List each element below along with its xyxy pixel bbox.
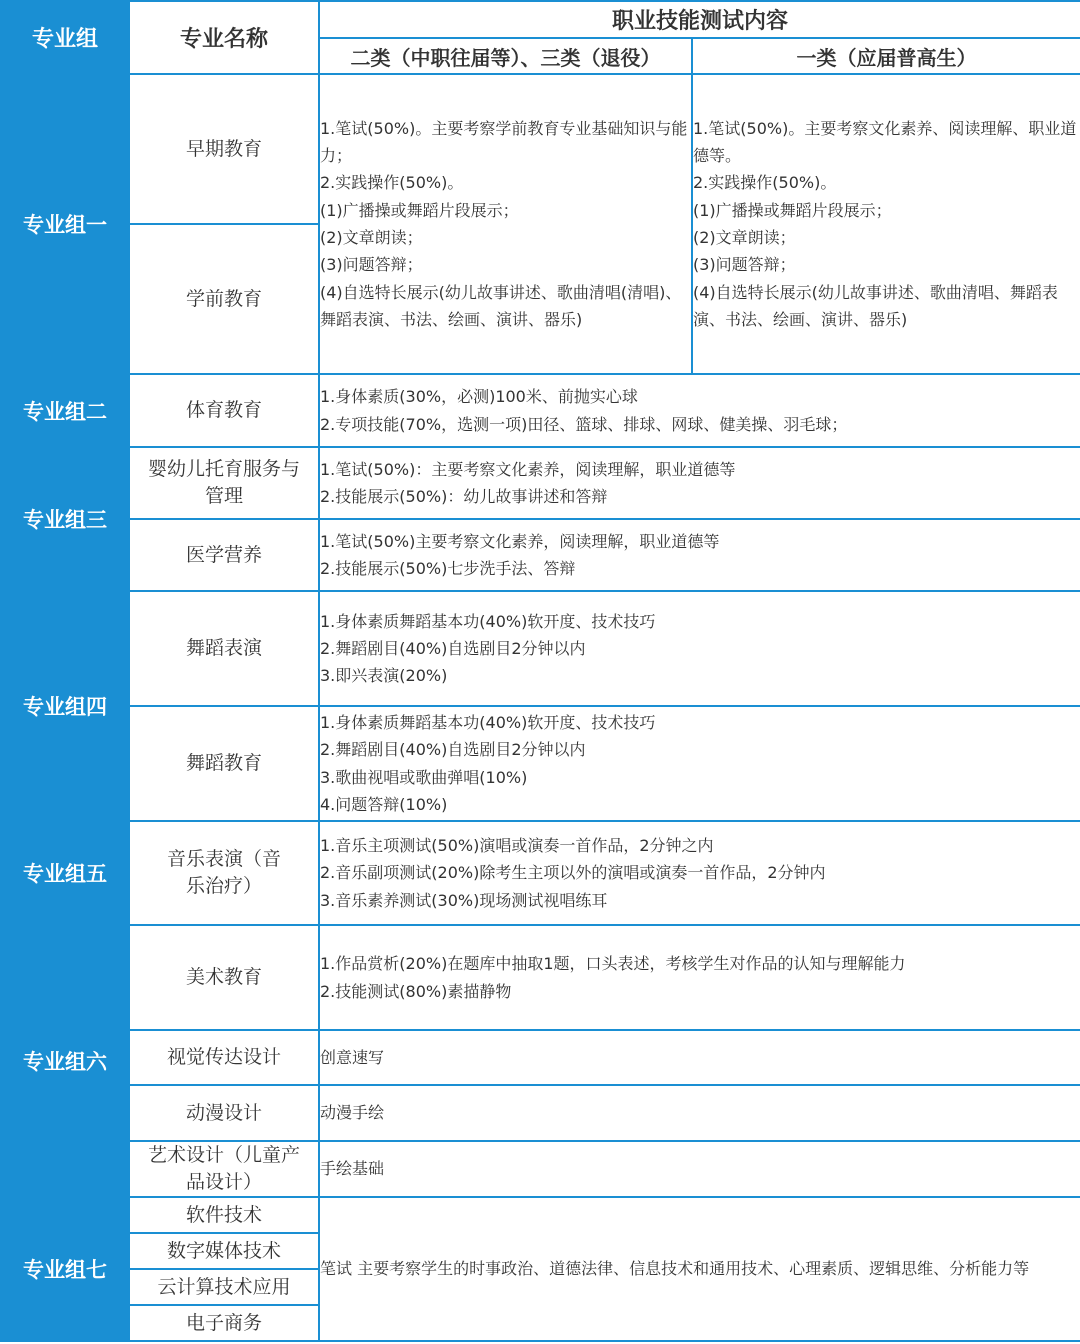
- major-name: 婴幼儿托育服务与管理: [129, 447, 319, 519]
- table-row: [1, 925, 1080, 1030]
- content-line: (4)自选特长展示(幼儿故事讲述、歌曲清唱(清唱)、舞蹈表演、书法、绘画、演讲、器乐): [320, 282, 682, 329]
- content-line: 1.笔试(50%)主要考察文化素养，阅读理解，职业道德等: [320, 531, 720, 551]
- group-label-4: 专业组四: [1, 591, 129, 821]
- content-cell: [319, 447, 1080, 519]
- content-line: 1.音乐主项测试(50%)演唱或演奏一首作品，2分钟之内: [320, 836, 714, 856]
- content-line: (3)问题答辩；: [693, 255, 796, 275]
- content-line: 1.身体素质舞蹈基本功(40%)软开度、技术技巧: [320, 611, 656, 631]
- table-row: [1, 706, 1080, 821]
- major-name: 舞蹈教育: [129, 706, 319, 821]
- table-row: [1, 1197, 1080, 1233]
- content-line: 2.实践操作(50%)。: [693, 173, 837, 193]
- content-line: 笔试 主要考察学生的时事政治、道德法律、信息技术和通用技术、心理素质、逻辑思维、分析能力等: [320, 1259, 1030, 1279]
- content-line: 创意速写: [320, 1047, 385, 1067]
- content-line: (4)自选特长展示(幼儿故事讲述、歌曲清唱、舞蹈表演、书法、绘画、演讲、器乐): [693, 282, 1058, 329]
- content-cell: [319, 1141, 1080, 1197]
- major-name: 云计算技术应用: [129, 1269, 319, 1305]
- major-name: 视觉传达设计: [129, 1030, 319, 1085]
- major-name: 软件技术: [129, 1197, 319, 1233]
- content-cell: [319, 1085, 1080, 1141]
- major-name: 数字媒体技术: [129, 1233, 319, 1269]
- group-label-2: 专业组二: [1, 374, 129, 447]
- content-line: 2.技能展示(50%)：幼儿故事讲述和答辩: [320, 487, 608, 506]
- content-cell: [319, 1030, 1080, 1085]
- content-line: 3.即兴表演(20%): [320, 666, 448, 686]
- content-line: 1.身体素质(30%，必测)100米、前抛实心球: [320, 387, 638, 407]
- content-cell-class1: [692, 74, 1080, 374]
- group-label-6: 专业组六: [1, 925, 129, 1197]
- content-line: 2.技能测试(80%)素描静物: [320, 981, 512, 1001]
- content-cell-class23: [319, 74, 692, 374]
- major-name: 动漫设计: [129, 1085, 319, 1141]
- content-line: (2)文章朗读；: [693, 228, 796, 247]
- group-label-3: 专业组三: [1, 447, 129, 591]
- table-row: [1, 1085, 1080, 1141]
- header-class1: 一类（应届普高生）: [692, 38, 1080, 74]
- content-line: 1.笔试(50%)：主要考察文化素养，阅读理解，职业道德等: [320, 459, 736, 479]
- table-row: [1, 821, 1080, 925]
- content-cell: [319, 925, 1080, 1030]
- content-line: 2.音乐副项测试(20%)除考生主项以外的演唱或演奏一首作品，2分钟内: [320, 863, 826, 883]
- header-major: 专业名称: [129, 1, 319, 74]
- content-cell: [319, 1197, 1080, 1341]
- table-row: [1, 1141, 1080, 1197]
- major-name: 美术教育: [129, 925, 319, 1030]
- content-cell: [319, 374, 1080, 447]
- content-line: 1.笔试(50%)。主要考察文化素养、阅读理解、职业道德等。: [693, 118, 1077, 166]
- header-group: 专业组: [1, 1, 129, 74]
- content-line: 动漫手绘: [320, 1103, 385, 1123]
- content-cell: [319, 706, 1080, 821]
- header-row: [1, 1, 1080, 38]
- major-name: 舞蹈表演: [129, 591, 319, 706]
- header-class23: 二类（中职往届等）、三类（退役）: [319, 38, 692, 74]
- content-line: 2.专项技能(70%，选测一项)田径、篮球、排球、网球、健美操、羽毛球；: [320, 414, 848, 434]
- content-line: 4.问题答辩(10%): [320, 794, 448, 814]
- table-row: [1, 591, 1080, 706]
- major-name: 艺术设计（儿童产品设计）: [129, 1141, 319, 1197]
- table-row: [1, 1030, 1080, 1085]
- header-content: 职业技能测试内容: [319, 1, 1080, 38]
- content-line: 1.笔试(50%)。主要考察学前教育专业基础知识与能力；: [320, 118, 688, 166]
- content-line: 2.舞蹈剧目(40%)自选剧目2分钟以内: [320, 638, 586, 658]
- major-name: 早期教育: [129, 74, 319, 224]
- major-name: 音乐表演（音乐治疗）: [129, 821, 319, 925]
- major-name: 学前教育: [129, 224, 319, 374]
- content-line: (1)广播操或舞蹈片段展示；: [693, 200, 892, 220]
- content-line: (2)文章朗读；: [320, 228, 423, 247]
- table-row: [1, 519, 1080, 591]
- content-line: 1.作品赏析(20%)在题库中抽取1题，口头表述，考核学生对作品的认知与理解能力: [320, 954, 906, 974]
- table-row: [1, 374, 1080, 447]
- content-line: 手绘基础: [320, 1159, 385, 1179]
- table-row: [1, 447, 1080, 519]
- content-cell: [319, 821, 1080, 925]
- content-line: 1.身体素质舞蹈基本功(40%)软开度、技术技巧: [320, 712, 656, 732]
- group-label-1: 专业组一: [1, 74, 129, 374]
- content-line: (3)问题答辩；: [320, 255, 423, 275]
- content-line: 3.音乐素养测试(30%)现场测试视唱练耳: [320, 890, 608, 910]
- content-line: 2.技能展示(50%)七步洗手法、答辩: [320, 559, 576, 578]
- major-name: 体育教育: [129, 374, 319, 447]
- content-line: (1)广播操或舞蹈片段展示；: [320, 200, 519, 220]
- group-label-5: 专业组五: [1, 821, 129, 925]
- major-name: 电子商务: [129, 1305, 319, 1341]
- table-row: [1, 74, 1080, 224]
- content-line: 3.歌曲视唱或歌曲弹唱(10%): [320, 767, 528, 787]
- content-line: 2.实践操作(50%)。: [320, 173, 464, 193]
- major-name: 医学营养: [129, 519, 319, 591]
- content-cell: [319, 519, 1080, 591]
- content-line: 2.舞蹈剧目(40%)自选剧目2分钟以内: [320, 740, 586, 760]
- content-cell: [319, 591, 1080, 706]
- group-label-7: 专业组七: [1, 1197, 129, 1341]
